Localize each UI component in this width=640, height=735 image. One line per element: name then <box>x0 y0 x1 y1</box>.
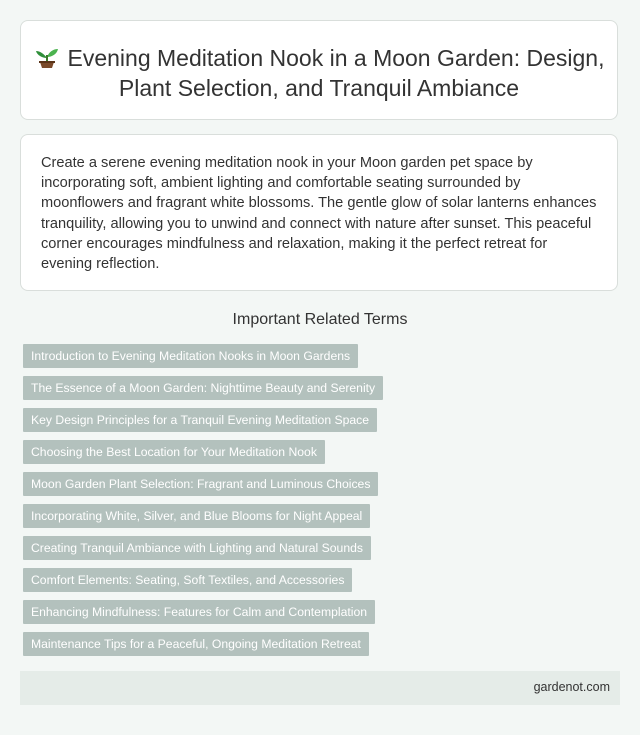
related-term-link[interactable]: Introduction to Evening Meditation Nooks in Moon Gardens <box>23 344 358 368</box>
related-term-link[interactable]: Moon Garden Plant Selection: Fragrant and Luminous Choices <box>23 472 378 496</box>
footer <box>20 671 620 705</box>
related-terms-list <box>23 344 383 664</box>
related-term-link[interactable]: Creating Tranquil Ambiance with Lighting and Natural Sounds <box>23 536 371 560</box>
related-term-link[interactable]: Comfort Elements: Seating, Soft Textiles, and Accessories <box>23 568 352 592</box>
footer-site-name: gardenot.com <box>533 680 610 694</box>
related-term-link[interactable]: Choosing the Best Location for Your Meditation Nook <box>23 440 325 464</box>
related-term-link[interactable]: Maintenance Tips for a Peaceful, Ongoing Meditation Retreat <box>23 632 369 656</box>
description-text: Create a serene evening meditation nook in your Moon garden pet space by incorporating soft, ambient lighting and comfortable seating surrounded by moonflowers and fragrant white blossoms. The gentle glow of solar lanterns enhances tranquility, allowing you to unwind and connect with nature after sunset. This peaceful corner encourages mindfulness and relaxation, making it the perfect retreat for evening reflection. <box>41 155 597 273</box>
related-term-link[interactable]: Incorporating White, Silver, and Blue Blooms for Night Appeal <box>23 504 370 528</box>
page-title-text: Evening Meditation Nook in a Moon Garden: Design, Plant Selection, and Tranquil Ambiance <box>67 45 605 101</box>
description-card <box>20 134 618 291</box>
related-term-link[interactable]: Enhancing Mindfulness: Features for Calm and Contemplation <box>23 600 375 624</box>
title-card <box>20 20 618 120</box>
related-terms-heading: Important Related Terms <box>232 311 408 328</box>
seedling-icon <box>34 45 60 69</box>
related-term-link[interactable]: Key Design Principles for a Tranquil Evening Meditation Space <box>23 408 377 432</box>
related-term-link[interactable]: The Essence of a Moon Garden: Nighttime Beauty and Serenity <box>23 376 383 400</box>
page-title <box>21 43 617 103</box>
